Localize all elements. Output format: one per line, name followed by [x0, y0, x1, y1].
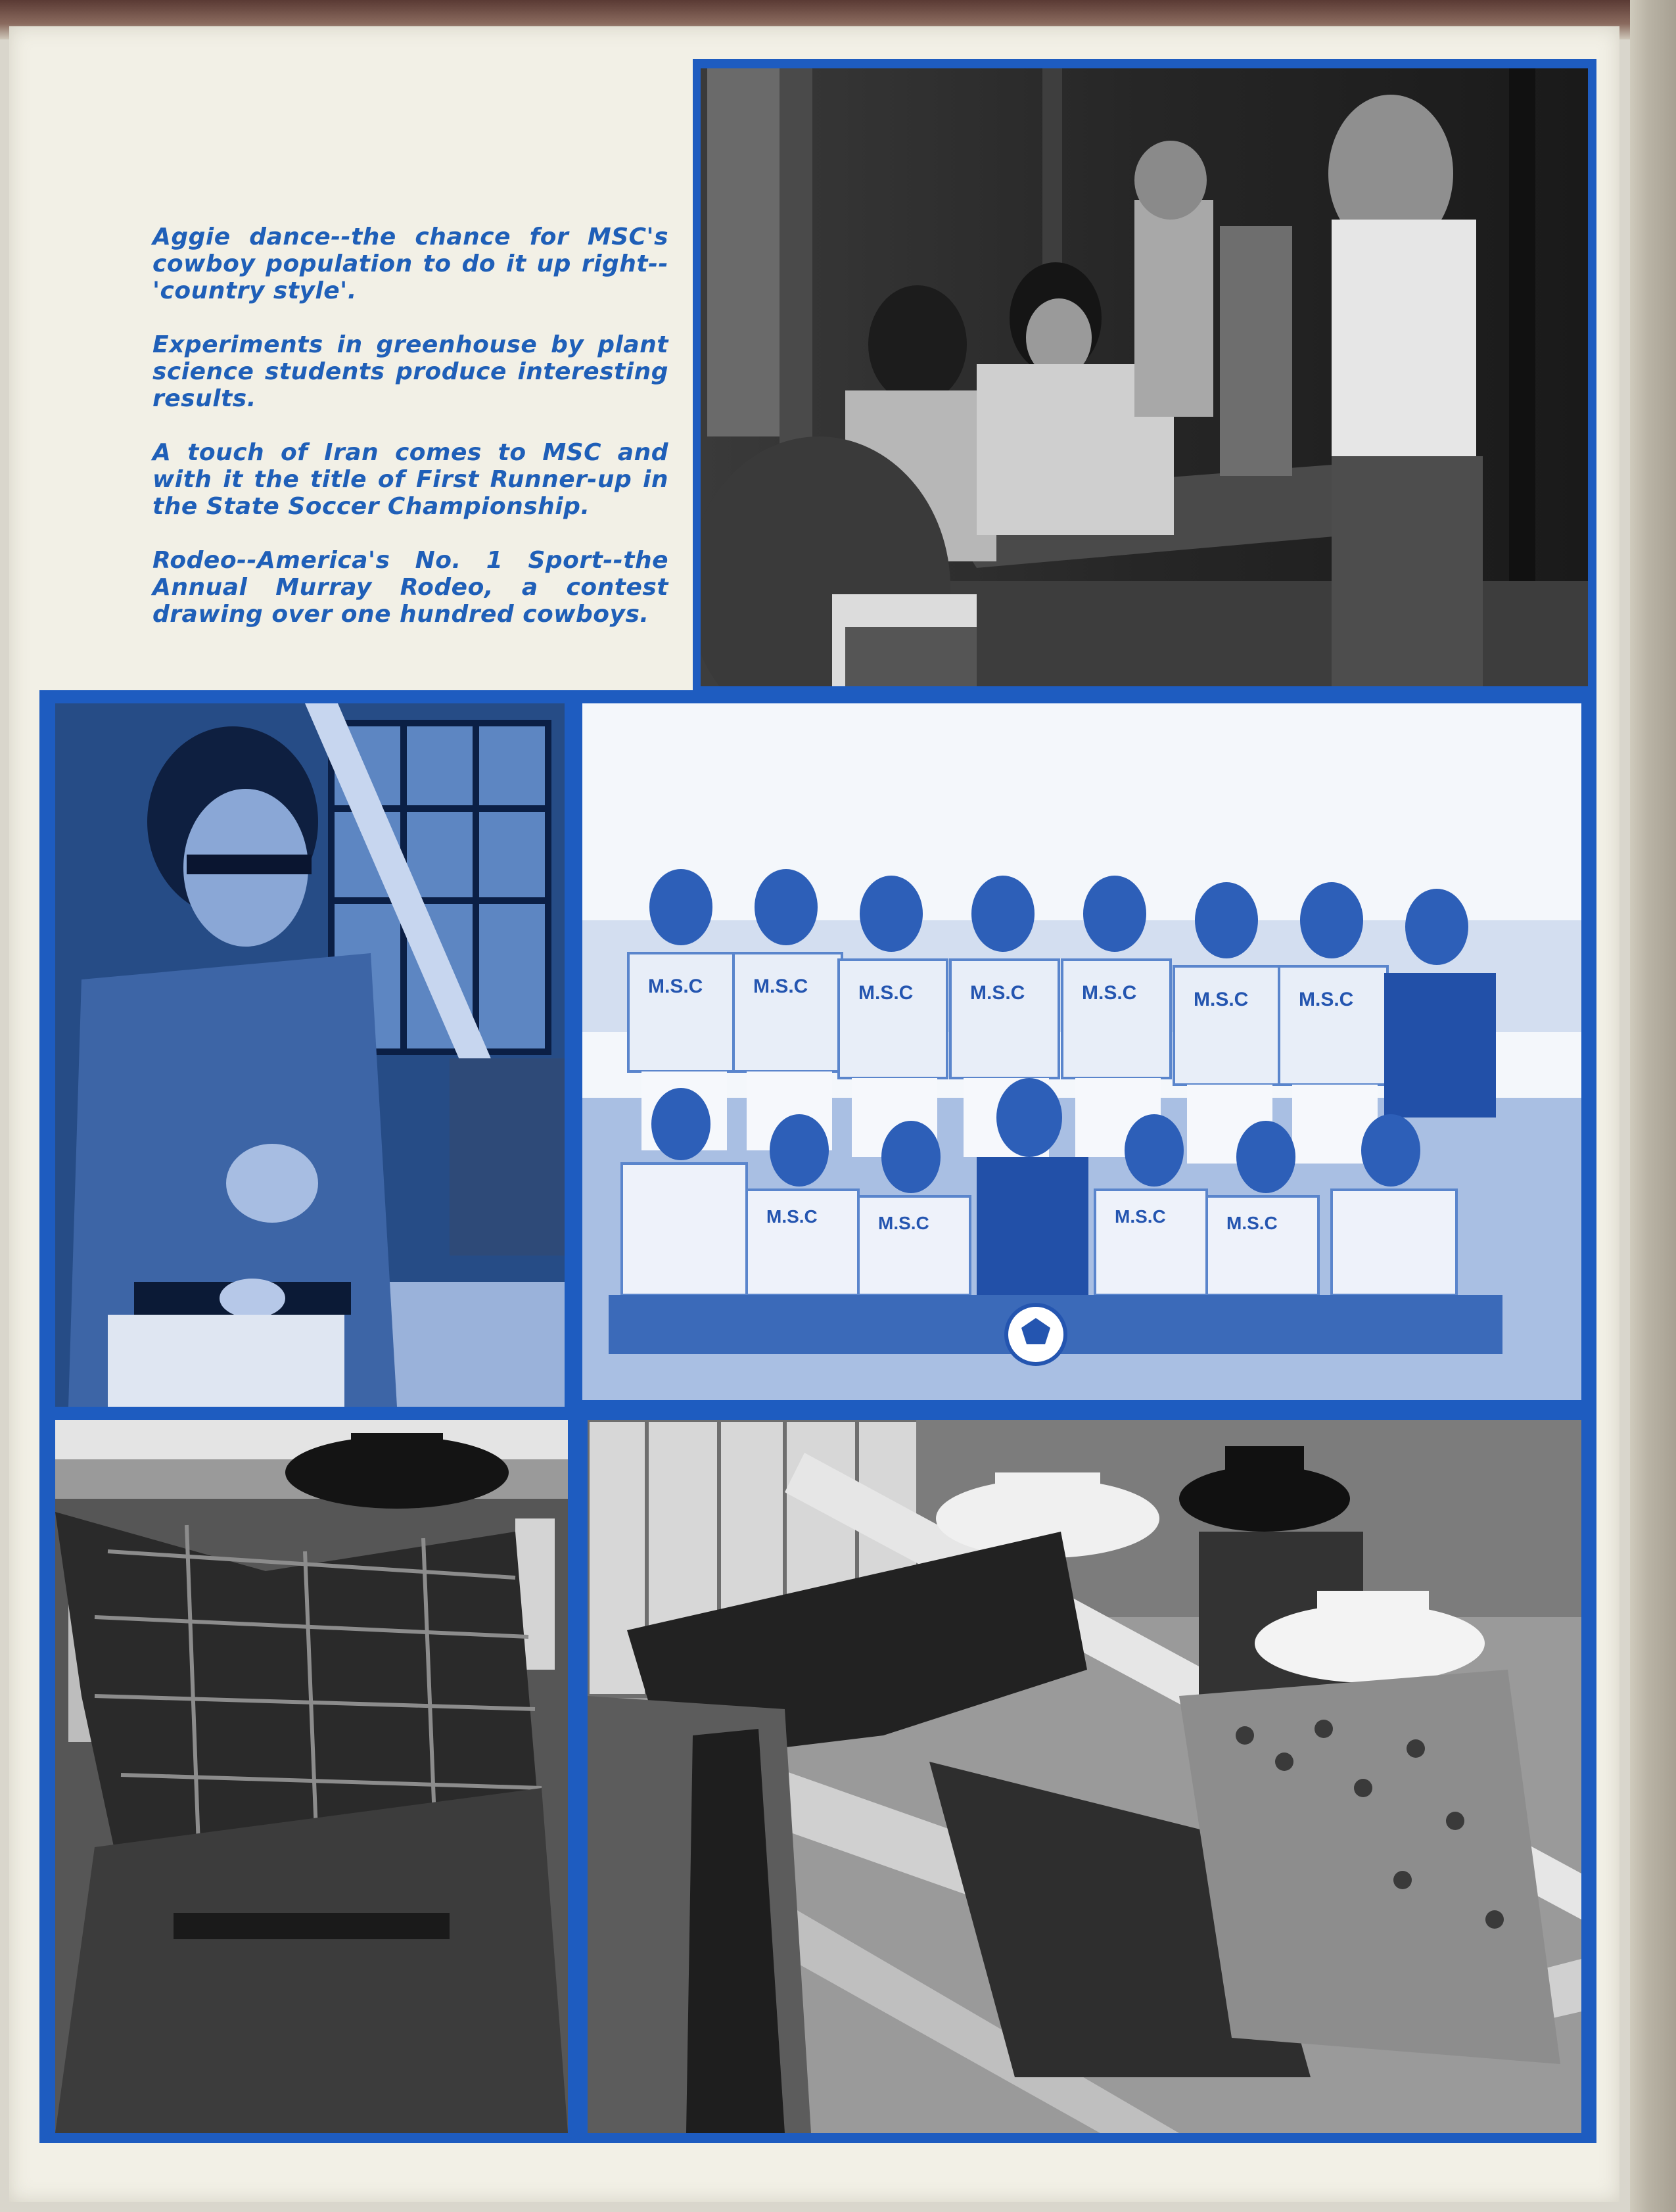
caption-greenhouse: Experiments in greenhouse by plant science students produce interesting results. — [152, 331, 668, 412]
jersey-label: M.S.C — [1299, 989, 1354, 1010]
caption-soccer: A touch of Iran comes to MSC and with it the title of First Runner-up in the State Soccer Championship. — [152, 439, 668, 520]
caption-aggie-dance: Aggie dance--the chance for MSC's cowboy population to do it up right--'country style'. — [152, 224, 668, 304]
photo-rodeo-rider — [55, 1420, 568, 2133]
photo-rodeo-chute — [588, 1420, 1581, 2133]
jersey-label: M.S.C — [1194, 989, 1249, 1010]
jersey-label: M.S.C — [766, 1206, 818, 1227]
caption-rodeo: Rodeo--America's No. 1 Sport--the Annual Murray Rodeo, a contest drawing over one hundred cowboys. — [152, 547, 668, 628]
jersey-label: M.S.C — [753, 976, 808, 997]
yearbook-page — [9, 26, 1619, 2202]
jersey-label: M.S.C — [1115, 1206, 1166, 1227]
book-edge-right — [1630, 0, 1676, 2212]
jersey-label: M.S.C — [1226, 1213, 1278, 1233]
caption-block — [152, 224, 668, 655]
photo-soccer-team — [582, 703, 1581, 1400]
photo-greenhouse — [55, 703, 565, 1407]
jersey-label: M.S.C — [970, 982, 1025, 1004]
jersey-label: M.S.C — [878, 1213, 929, 1233]
jersey-label: M.S.C — [1082, 982, 1137, 1004]
jersey-label: M.S.C — [858, 982, 914, 1004]
jersey-label: M.S.C — [648, 976, 703, 997]
photo-aggie-dance — [701, 68, 1588, 686]
